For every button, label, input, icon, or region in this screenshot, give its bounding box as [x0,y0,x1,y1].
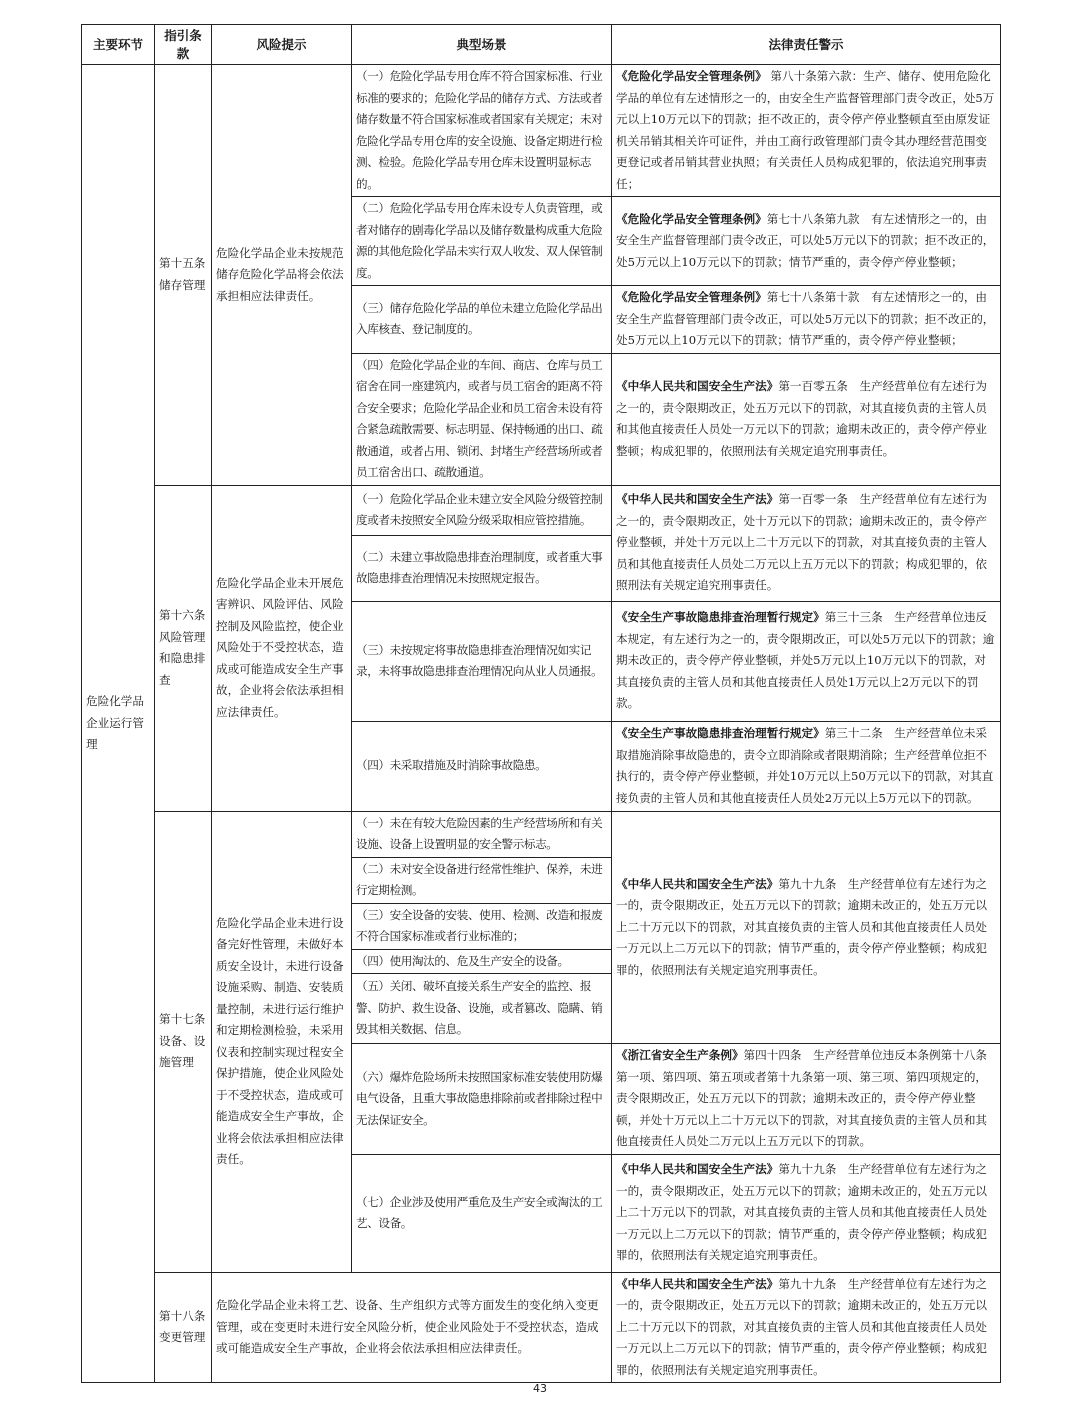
law-text: 第七十八条第九款 有左述情形之一的，由安全生产监督管理部门责令改正，可以处5万元以下的罚款；拒不改正的，处5万元以上10万元以下的罚款；情节严重的，责令停产停业整顿； [616,211,995,269]
law-name: 《安全生产事故隐患排查治理暂行规定》 [616,726,825,740]
table-header-row [82,25,1001,65]
law-name: 《危险化学品安全管理条例》 [616,290,767,304]
table-row [82,485,1001,535]
risk-cell: 危险化学品企业未开展危害辨识、风险评估、风险控制及风险监控，使企业风险处于不受控状态，造成或可能造成安全生产事故，企业将会依法承担相应法律责任。 [212,485,352,811]
header-scenario: 典型场景 [352,25,612,65]
law-text: 第七十八条第十款 有左述情形之一的，由安全生产监督管理部门责令改正，可以处5万元以下的罚款；拒不改正的，处5万元以上10万元以下的罚款；情节严重的，责令停产停业整顿； [616,290,995,347]
law-text: 第一百零一条 生产经营单位有左述行为之一的，责令限期改正，处十万元以下的罚款；逾期未改正的，责令停产停业整顿，并处十万元以上二十万元以下的罚款，对其直接负责的主管人员和其他直接责任人员处二万元以上五万元以下的罚款；构成犯罪的，依照刑法有关规定追究刑事责任。 [616,492,988,593]
risk-cell: 危险化学品企业未进行设备完好性管理，未做好本质安全设计，未进行设备设施采购、制造、安装质量控制，未进行运行维护和定期检测检验，未采用仪表和控制实现过程安全保护措施，使企业风险处于不受控状态，造成或可能造成安全生产事故，企业将会依法承担相应法律责任。 [212,811,352,1272]
law-text: 第九十九条 生产经营单位有左述行为之一的，责令限期改正，处五万元以下的罚款；逾期未改正的，处五万元以上二十万元以下的罚款，对其直接负责的主管人员和其他直接责任人员处一万元以上二万元以下的罚款；情节严重的，责令停产停业整顿；构成犯罪的，依照刑法有关规定追究刑事责任。 [616,1276,988,1377]
law-text: 第三十三条 生产经营单位违反本规定，有左述行为之一的，责令限期改正，可以处5万元以下的罚款；逾期未改正的，责令停产停业整顿，并处5万元以上10万元以下的罚款，对其直接负责的主管人员和其他直接责任人员处1万元以上2万元以下的罚款。 [616,610,995,711]
liability-cell [612,485,1001,601]
law-name: 《安全生产事故隐患排查治理暂行规定》 [616,610,825,625]
law-text: 第八十条第六款：生产、储存、使用危险化学品的单位有左述情形之一的，由安全生产监督管理部门责令改正，处5万元以上10万元以下的罚款；拒不改正的，责令停产停业整顿直至由原发证机关吊销其相关许可证件，并由工商行政管理部门责令其办理经营范围变更登记或者吊销其营业执照；有关责任人员构成犯罪的，依法追究刑事责任； [616,69,995,191]
scenario-cell: （四）危险化学品企业的车间、商店、仓库与员工宿舍在同一座建筑内，或者与员工宿舍的距离不符合安全要求；危险化学品企业和员工宿舍未设有符合紧急疏散需要、标志明显、保持畅通的出口、疏散通道，或者占用、锁闭、封堵生产经营场所或者员工宿舍出口、疏散通道。 [352,353,612,485]
law-name: 《中华人民共和国安全生产法》 [616,1162,779,1177]
law-name: 《中华人民共和国安全生产法》 [616,492,779,507]
legal-liability-table [81,24,1001,1383]
scenario-cell: （二）未对安全设备进行经常性维护、保养，未进行定期检测。 [352,857,612,903]
scenario-cell: （四）未采取措施及时消除事故隐患。 [352,721,612,811]
scenario-cell: （三）安全设备的安装、使用、检测、改造和报废不符合国家标准或者行业标准的； [352,903,612,949]
scenario-cell: （三）未按规定将事故隐患排查治理情况如实记录，未将事故隐患排查治理情况向从业人员通报。 [352,601,612,721]
liability-cell [612,65,1001,197]
scenario-cell: （一）未在有较大危险因素的生产经营场所和有关设施、设备上设置明显的安全警示标志。 [352,811,612,857]
law-name: 《危险化学品安全管理条例》 [616,69,767,83]
clause-cell: 第十五条储存管理 [155,65,212,486]
liability-cell [612,601,1001,721]
main-section-cell: 危险化学品企业运行管理 [82,65,155,1383]
scenario-cell: （一）危险化学品企业未建立安全风险分级管控制度或者未按照安全风险分级采取相应管控措施。 [352,485,612,535]
scenario-cell: （二）危险化学品专用仓库未设专人负责管理，或者对储存的剧毒化学品以及储存数量构成重大危险源的其他危险化学品未实行双人收发、双人保管制度。 [352,197,612,286]
liability-cell [612,197,1001,286]
scenario-cell: （二）未建立事故隐患排查治理制度，或者重大事故隐患排查治理情况未按照规定报告。 [352,535,612,601]
law-name: 《中华人民共和国安全生产法》 [616,1276,779,1291]
liability-cell [612,1154,1001,1272]
liability-cell [612,1272,1001,1383]
scenario-cell: （五）关闭、破坏直接关系生产安全的监控、报警、防护、救生设备、设施，或者篡改、隐瞒、销毁其相关数据、信息。 [352,974,612,1044]
liability-cell [612,286,1001,354]
law-name: 《浙江省安全生产条例》 [616,1048,744,1062]
clause-cell: 第十八条变更管理 [155,1272,212,1383]
table-row [82,811,1001,857]
liability-cell [612,353,1001,485]
scenario-cell: （一）危险化学品专用仓库不符合国家标准、行业标准的要求的；危险化学品的储存方式、方法或者储存数量不符合国家标准或者国家有关规定；未对危险化学品专用仓库的安全设施、设备定期进行检测、检验。危险化学品专用仓库未设置明显标志的。 [352,65,612,197]
law-text: 第一百零五条 生产经营单位有左述行为之一的，责令限期改正，处五万元以下的罚款，对其直接负责的主管人员和其他直接责任人员处一万元以下的罚款；逾期未改正的，责令停产停业整顿；构成犯罪的，依照刑法有关规定追究刑事责任。 [616,379,988,458]
clause-cell: 第十六条风险管理和隐患排查 [155,485,212,811]
risk-cell: 危险化学品企业未将工艺、设备、生产组织方式等方面发生的变化纳入变更管理，或在变更时未进行安全风险分析，使企业风险处于不受控状态，造成或可能造成安全生产事故，企业将会依法承担相应法律责任。 [212,1272,612,1383]
scenario-cell: （三）储存危险化学品的单位未建立危险化学品出入库核查、登记制度的。 [352,286,612,354]
scenario-cell: （六）爆炸危险场所未按照国家标准安装使用防爆电气设备，且重大事故隐患排除前或者排除过程中无法保证安全。 [352,1044,612,1155]
header-risk: 风险提示 [212,25,352,65]
table-row [82,1272,1001,1383]
header-main-section: 主要环节 [82,25,155,65]
liability-cell [612,1044,1001,1155]
header-clause: 指引条款 [155,25,212,65]
law-name: 《危险化学品安全管理条例》 [616,211,767,226]
page-number: 43 [533,1382,547,1395]
header-liability: 法律责任警示 [612,25,1001,65]
law-text: 第三十二条 生产经营单位未采取措施消除事故隐患的，责令立即消除或者限期消除；生产经营单位拒不执行的，责令停产停业整顿，并处10万元以上50万元以下的罚款，对其直接负责的主管人员和其他直接责任人员处2万元以上5万元以下的罚款。 [616,726,994,805]
scenario-cell: （七）企业涉及使用严重危及生产安全或淘汰的工艺、设备。 [352,1154,612,1272]
scenario-cell: （四）使用淘汰的、危及生产安全的设备。 [352,949,612,974]
liability-cell [612,721,1001,811]
table-row [82,65,1001,197]
law-text: 第九十九条 生产经营单位有左述行为之一的，责令限期改正，处五万元以下的罚款；逾期未改正的，处五万元以上二十万元以下的罚款，对其直接负责的主管人员和其他直接责任人员处一万元以上二万元以下的罚款；情节严重的，责令停产停业整顿；构成犯罪的，依照刑法有关规定追究刑事责任。 [616,1162,988,1263]
clause-cell: 第十七条设备、设施管理 [155,811,212,1272]
risk-cell: 危险化学品企业未按规范储存危险化学品将会依法承担相应法律责任。 [212,65,352,486]
law-text: 第四十四条 生产经营单位违反本条例第十八条第一项、第四项、第五项或者第十九条第一项、第三项、第四项规定的，责令限期改正，处五万元以下的罚款；逾期未改正的，责令停产停业整顿，并处十万元以上二十万元以下的罚款，对其直接负责的主管人员和其他直接责任人员处二万元以上五万元以下的罚款。 [616,1048,988,1148]
liability-cell [612,811,1001,1044]
law-name: 《中华人民共和国安全生产法》 [616,876,779,891]
law-name: 《中华人民共和国安全生产法》 [616,379,779,393]
law-text: 第九十九条 生产经营单位有左述行为之一的，责令限期改正，处五万元以下的罚款；逾期未改正的，处五万元以上二十万元以下的罚款，对其直接负责的主管人员和其他直接责任人员处一万元以上二万元以下的罚款；情节严重的，责令停产停业整顿；构成犯罪的，依照刑法有关规定追究刑事责任。 [616,876,988,977]
